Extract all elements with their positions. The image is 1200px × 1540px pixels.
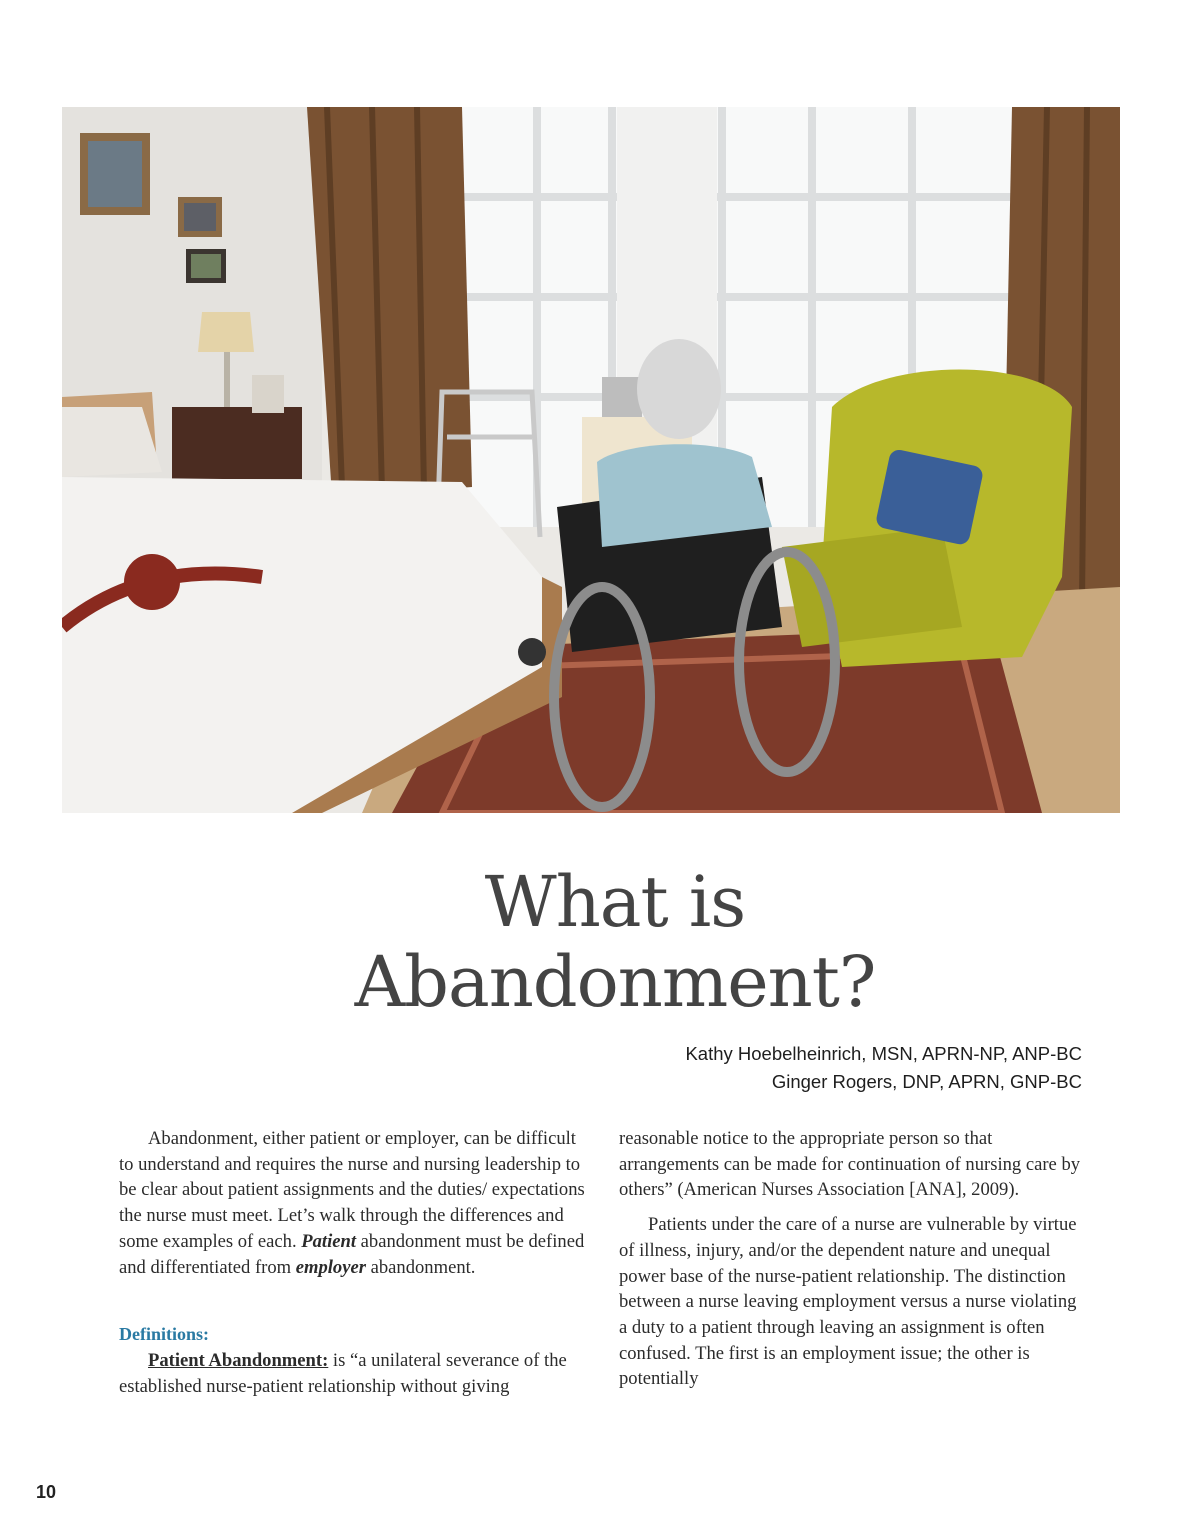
column-left (119, 1126, 589, 1399)
photo-frame (252, 375, 284, 413)
patient-emphasis: Patient (301, 1230, 357, 1252)
nightstand (172, 407, 302, 479)
author-2: Ginger Rogers, DNP, APRN, GNP-BC (771, 1071, 1082, 1092)
title-line-2: Abandonment? (354, 941, 876, 1023)
intro-paragraph (119, 1126, 589, 1280)
radio (602, 377, 642, 417)
right-paragraph-2: Patients under the care of a nurse are vulnerable by virtue of illness, injury, and/or the dependent nature and unequal power base of the nurse-patient relationship. The distinction between a nurse leaving employment versus a nurse violating a duty to a patient through leaving an assignment is often confused. The first is an employment issue; the other is potentially (619, 1214, 1077, 1390)
lamp-shade (198, 312, 254, 352)
person-hair (637, 339, 721, 439)
hero-photo (62, 107, 1120, 813)
definitions-heading: Definitions: (119, 1324, 209, 1345)
lamp-stand (224, 352, 230, 412)
armchair-seat (782, 527, 962, 647)
right-paragraph-1: reasonable notice to the appropriate person so that arrangements can be made for continuation of nursing care by others” (American Nurses Association [ANA], 2009). (619, 1128, 1081, 1201)
page-number: 10 (36, 1482, 57, 1502)
column-right (619, 1126, 1081, 1392)
definition-term: Patient Abandonment: (148, 1349, 329, 1371)
title-line-1: What is (484, 861, 746, 943)
author-1: Kathy Hoebelheinrich, MSN, APRN-NP, ANP-BC (685, 1043, 1082, 1064)
article-title (0, 862, 1200, 1022)
intro-text-1: Abandonment, either patient or employer, can be difficult to understand and requires the nurse and nursing leadership to be clear about patient assignments and the duties/ expectations the nurse must meet. Let’s walk through the differences and some examples of each. (119, 1128, 585, 1252)
employer-emphasis: employer (295, 1256, 366, 1278)
intro-text-2: abandonment must be defined and differentiated from (119, 1230, 585, 1278)
definition-paragraph (119, 1348, 589, 1399)
definition-text: is “a unilateral severance of the established nurse-patient relationship without giving (119, 1349, 567, 1397)
intro-text-3: abandonment. (365, 1256, 476, 1278)
bedroom-illustration (62, 107, 1120, 813)
author-list (685, 1040, 1082, 1096)
